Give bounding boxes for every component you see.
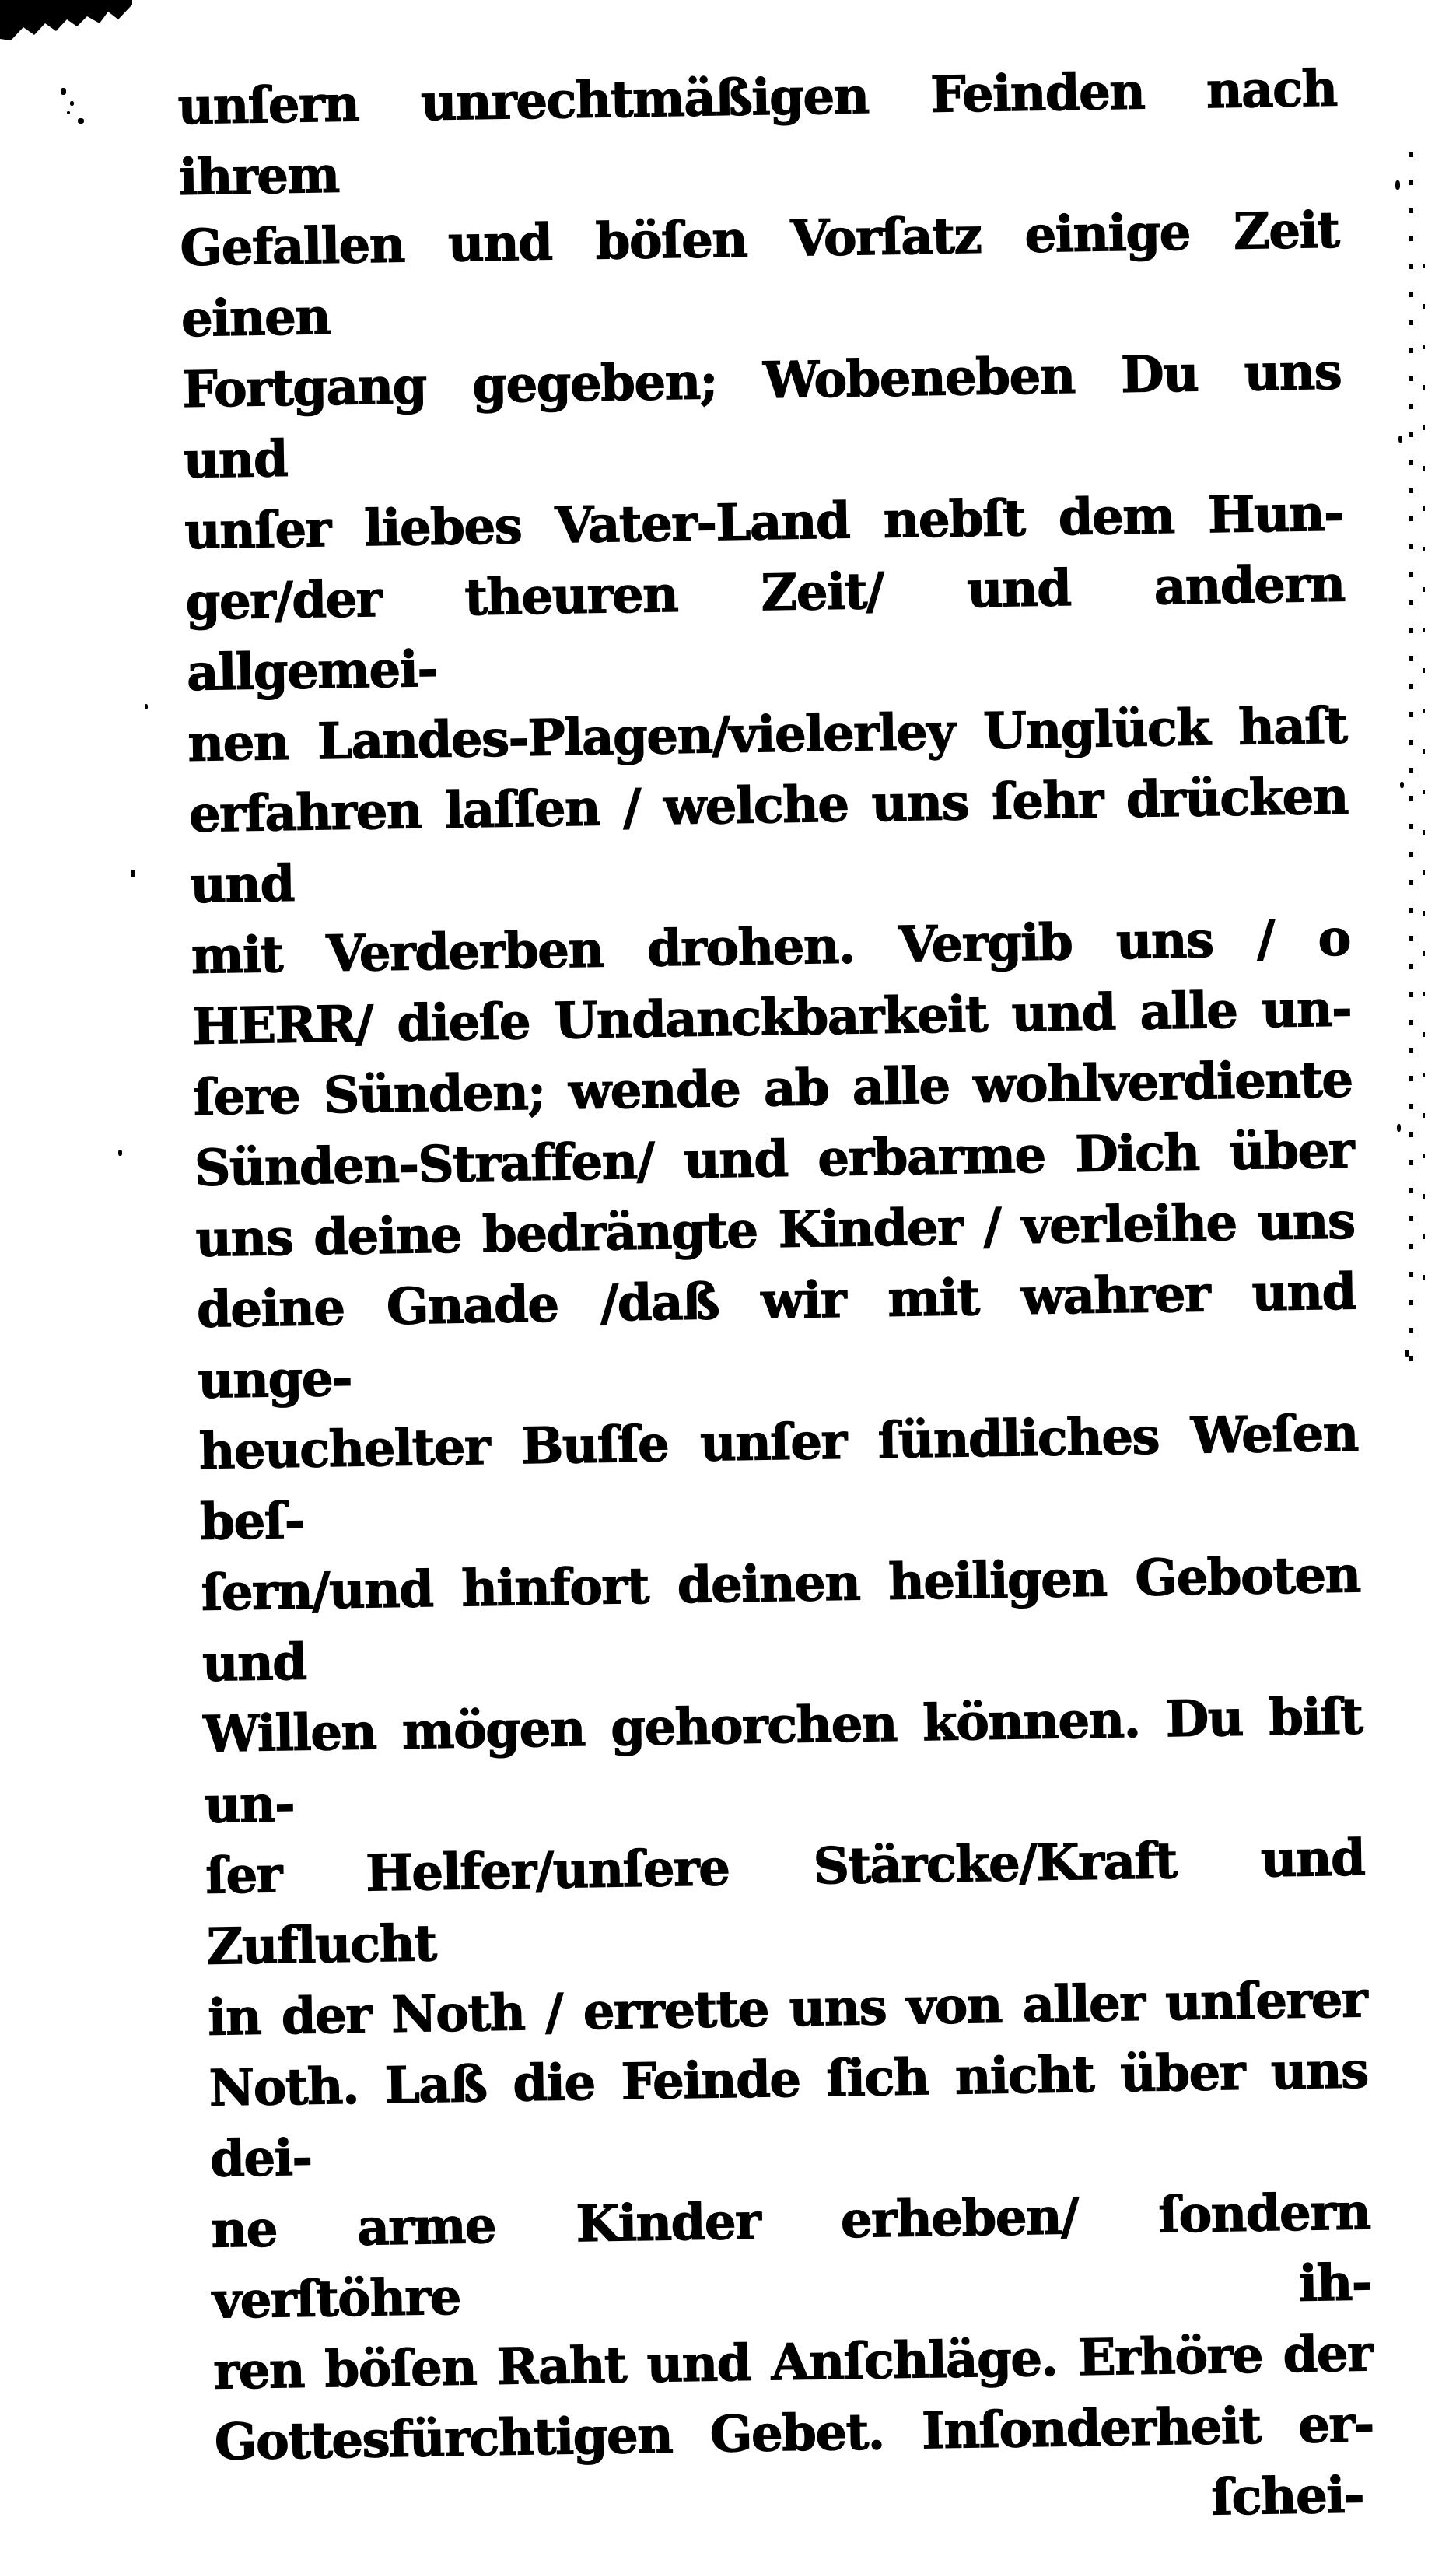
text-line: Willen mögen gehorchen können. Du biſt un- <box>203 1687 1363 1835</box>
text-line: ſer Helfer/unſere Stärcke/Kraft und Zuflucht <box>205 1829 1365 1977</box>
margin-speck <box>1405 1350 1409 1357</box>
margin-speck <box>118 1150 122 1156</box>
right-margin-speck-band <box>1409 152 1413 1365</box>
ink-smudge <box>0 0 132 42</box>
margin-speck <box>145 704 148 709</box>
text-line: nen Landes-Plagen/vielerley Unglück haſt <box>187 696 1347 773</box>
text-line: ſern/und hinfort deinen heiligen Geboten und <box>201 1546 1361 1693</box>
text-line: ren böſen Raht und Anſchläge. Erhöre der <box>212 2324 1373 2401</box>
text-line: Fortgang gegeben; Wobeneben Du uns und <box>181 342 1342 490</box>
text-line: HERR/ dieſe Undanckbarkeit und alle un- <box>191 979 1352 1056</box>
text-line: in der Noth / errette uns von aller unſerer <box>207 1970 1367 2047</box>
text-line: heuchelter Buſſe unſer ſündliches Weſen beſ- <box>198 1404 1359 1552</box>
margin-speck <box>1395 180 1400 190</box>
text-line: unſern unrechtmäßigen Feinden nach ihrem <box>177 59 1338 207</box>
margin-speck <box>1398 436 1402 443</box>
text-line: ſere Sünden; wende ab alle wohlverdiente <box>193 1050 1353 1127</box>
text-line: uns deine bedrängte Kinder / verleihe uns <box>194 1192 1355 1269</box>
margin-speck <box>61 88 66 95</box>
catchword: ſchei- <box>1210 2466 1364 2527</box>
margin-speck <box>131 870 135 877</box>
text-block <box>177 54 1375 2549</box>
text-line: ne arme Kinder erheben/ ſondern verſtöhre ih- <box>211 2183 1372 2330</box>
text-line: mit Verderben drohen. Vergib uns / o <box>191 909 1351 986</box>
margin-speck <box>78 118 84 124</box>
right-margin-speck-band <box>1423 249 1425 1283</box>
text-line: deine Gnade /daß wir mit wahrer und unge- <box>196 1262 1356 1410</box>
text-line: unſer liebes Vater-Land nebſt dem Hun- <box>184 484 1344 561</box>
text-line: Noth. Laß die Feinde ſich nicht über uns dei- <box>208 2041 1369 2189</box>
text-line: ger/der theuren Zeit/ und andern allgemei- <box>185 555 1346 702</box>
text-line: erfahren laſſen / welche uns ſehr drücken und <box>188 767 1349 915</box>
text-line: Gottesfürchtigen Gebet. Inſonderheit er- <box>214 2395 1374 2472</box>
margin-speck <box>70 101 74 106</box>
margin-speck <box>1400 782 1404 788</box>
margin-speck <box>1397 1124 1401 1132</box>
margin-speck <box>67 111 70 114</box>
text-line: Sünden-Straffen/ und erbarme Dich über <box>194 1121 1354 1198</box>
text-line: Gefallen und böſen Vorſatz einige Zeit einen <box>179 201 1339 348</box>
